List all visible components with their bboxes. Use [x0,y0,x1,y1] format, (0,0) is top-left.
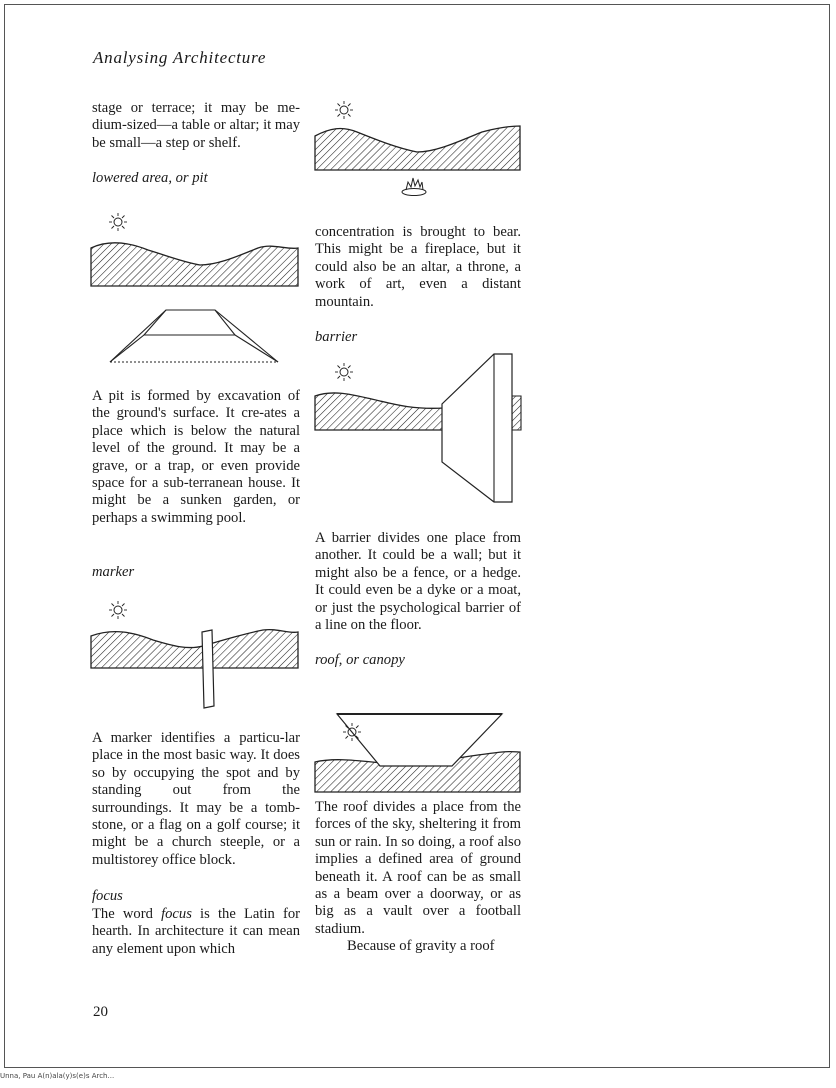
footer-note: Unna, Pau A(n)ala(y)s(e)s Arch... [0,1072,115,1080]
page-number: 20 [93,1004,108,1020]
marker-text: A marker identifies a particu-lar place in the most basic way. It does so by occupying the spot and by standing out from the surroundings. It may be a tomb-stone, or a flag on a golf course; it might be a church steeple, or a multistorey office block. [92,730,300,868]
intro-text: stage or terrace; it may be me-dium-sized—a table or altar; it may be small—a step or shelf. [92,100,300,151]
pit-illustration [88,210,303,370]
marker-illustration [88,596,303,716]
running-head: Analysing Architecture [93,48,267,67]
focus-continued-paragraph [315,224,521,311]
sun-icon [109,601,127,619]
focus-illustration [312,96,527,206]
pit-heading: lowered area, or pit [92,170,208,186]
sun-icon [335,363,353,381]
focus-text: The word focus is the Latin for hearth. In architecture it can mean any element upon which [92,906,300,957]
marker-heading: marker [92,564,135,580]
sun-icon [109,213,127,231]
barrier-heading: barrier [315,329,358,345]
focus-paragraph [92,906,300,958]
sun-icon [335,101,353,119]
roof-illustration [312,704,527,799]
intro-paragraph [92,100,300,152]
roof-text: The roof divides a place from the forces of the sky, sheltering it from sun or rain. In so doing, a roof also implies a defined area of ground beneath it. A roof can be as small as a beam over a doorway, or as big as a vault over a football stadium. [315,799,521,937]
barrier-illustration [312,352,527,512]
pit-paragraph [92,388,300,527]
roof-heading: roof, or canopy [315,652,405,668]
roof-continued-text: Because of gravity a roof [347,938,495,955]
pit-text: A pit is formed by excavation of the ground's surface. It cre-ates a place which is below the natural level of the ground. It may be a grave, or a trap, or even provide space for a sub-terranean house. It might be a sunken garden, or perhaps a swimming pool. [92,388,300,526]
focus-heading: focus [92,888,123,904]
roof-paragraph [315,799,521,956]
barrier-paragraph [315,530,521,634]
marker-paragraph [92,730,300,869]
barrier-text: A barrier divides one place from another. It could be a wall; but it might also be a fence, or a hedge. It could even be a dyke or a moat, or just the psychological barrier of a line on the floor. [315,530,521,634]
focus-continued-text: concentration is brought to bear. This might be a fireplace, but it could also be an altar, a throne, a work of art, even a distant mountain. [315,224,521,310]
fire-icon [402,178,426,196]
